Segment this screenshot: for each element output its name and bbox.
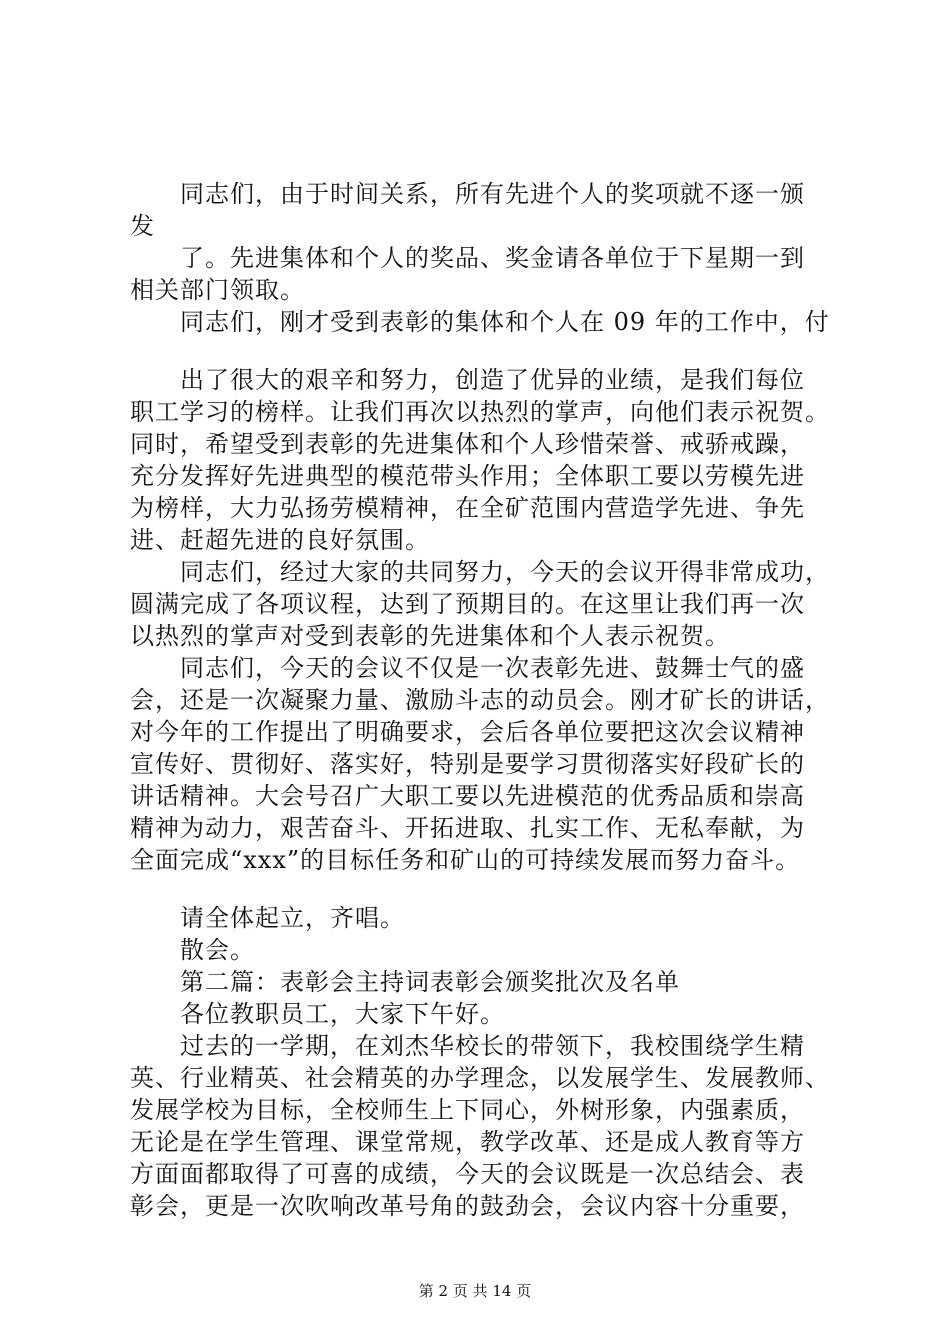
text-line: 进、赶超先进的良好氛围。 xyxy=(130,526,430,554)
text-line: 同志们，今天的会议不仅是一次表彰先进、鼓舞士气的盛 xyxy=(180,654,805,682)
text-line: 充分发挥好先进典型的模范带头作用；全体职工要以劳模先进 xyxy=(130,462,805,490)
text-line: 方面面都取得了可喜的成绩，今天的会议既是一次总结会、表 xyxy=(130,1160,805,1188)
text-line: 同志们，经过大家的共同努力，今天的会议开得非常成功， xyxy=(180,558,830,586)
text-line: 圆满完成了各项议程，达到了预期目的。在这里让我们再一次 xyxy=(130,590,805,618)
text-line: 精神为动力，艰苦奋斗、开拓进取、扎实工作、无私奉献，为 xyxy=(130,814,805,842)
text-line: 散会。 xyxy=(180,936,255,964)
text-line: 相关部门领取。 xyxy=(130,276,305,304)
text-line: 过去的一学期，在刘杰华校长的带领下，我校围绕学生精 xyxy=(180,1032,805,1060)
text-line: 请全体起立，齐唱。 xyxy=(180,904,405,932)
text-line: 英、行业精英、社会精英的办学理念，以发展学生、发展教师、 xyxy=(130,1064,830,1092)
text-line: 同志们，刚才受到表彰的集体和个人在 09 年的工作中，付 xyxy=(180,308,830,336)
text-line: 全面完成“xxx”的目标任务和矿山的可持续发展而努力奋斗。 xyxy=(130,846,801,874)
text-line: 发展学校为目标，全校师生上下同心，外树形象，内强素质， xyxy=(130,1096,805,1124)
section-heading: 第二篇：表彰会主持词表彰会颁奖批次及名单 xyxy=(180,968,680,996)
text-line: 同志们，由于时间关系，所有先进个人的奖项就不逐一颁 xyxy=(180,180,805,208)
text-line: 为榜样，大力弘扬劳模精神，在全矿范围内营造学先进、争先 xyxy=(130,494,805,522)
text-line: 宣传好、贯彻好、落实好，特别是要学习贯彻落实好段矿长的 xyxy=(130,750,805,778)
text-line: 以热烈的掌声对受到表彰的先进集体和个人表示祝贺。 xyxy=(130,622,730,650)
page-number-footer: 第 2 页 共 14 页 xyxy=(418,1282,532,1300)
text-line: 对今年的工作提出了明确要求，会后各单位要把这次会议精神 xyxy=(130,718,805,746)
text-line: 职工学习的榜样。让我们再次以热烈的掌声，向他们表示祝贺。 xyxy=(130,398,830,426)
text-line: 同时，希望受到表彰的先进集体和个人珍惜荣誉、戒骄戒躁， xyxy=(130,430,805,458)
text-line: 讲话精神。大会号召广大职工要以先进模范的优秀品质和崇高 xyxy=(130,782,805,810)
text-line: 各位教职员工，大家下午好。 xyxy=(180,1000,505,1028)
text-line: 无论是在学生管理、课堂常规，教学改革、还是成人教育等方 xyxy=(130,1128,805,1156)
text-line: 出了很大的艰辛和努力，创造了优异的业绩，是我们每位 xyxy=(180,366,805,394)
text-line: 彰会，更是一次吹响改革号角的鼓劲会，会议内容十分重要， xyxy=(130,1192,805,1220)
text-line: 了。先进集体和个人的奖品、奖金请各单位于下星期一到 xyxy=(180,244,805,272)
text-line: 发 xyxy=(130,212,155,240)
text-line: 会，还是一次凝聚力量、激励斗志的动员会。刚才矿长的讲话， xyxy=(130,686,830,714)
